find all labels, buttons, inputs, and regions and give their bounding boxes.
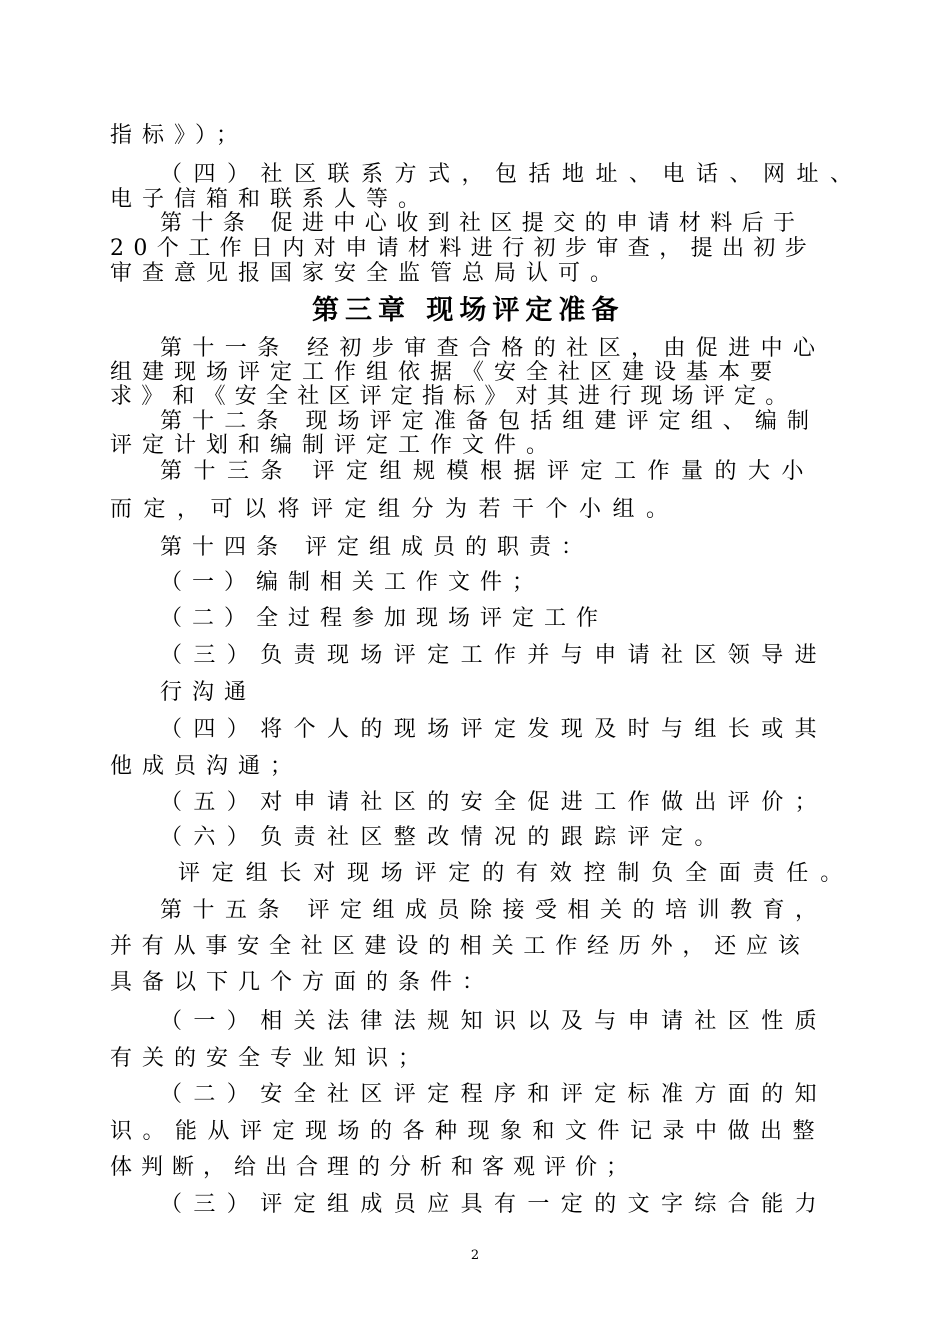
chapter-heading: 第三章 现场评定准备	[312, 295, 625, 326]
text-line: 20个工作日内对申请材料进行初步审查，提出初步	[110, 236, 817, 261]
text-line: 第十一条 经初步审查合格的社区，由促进中心	[160, 336, 826, 361]
text-line: 求》和《安全社区评定指标》对其进行现场评定。	[110, 384, 797, 409]
text-line: 电子信箱和联系人等。	[110, 187, 431, 212]
text-line: （三）评定组成员应具有一定的文字综合能力	[160, 1192, 829, 1217]
text-line: （一）编制相关工作文件；	[160, 570, 545, 595]
text-line: （四）社区联系方式，包括地址、电话、网址、	[160, 162, 864, 187]
text-line: 他成员沟通；	[110, 754, 303, 779]
text-line: 指标》）；	[110, 123, 249, 148]
text-line: （二）安全社区评定程序和评定标准方面的知	[160, 1082, 829, 1107]
text-line: （五）对申请社区的安全促进工作做出评价；	[160, 790, 829, 815]
text-line: 而定，可以将评定组分为若干个小组。	[110, 497, 680, 522]
text-line: （二）全过程参加现场评定工作	[160, 606, 609, 631]
text-line: （三）负责现场评定工作并与申请社区领导进	[160, 643, 829, 668]
text-line: 第十五条 评定组成员除接受相关的培训教育，	[160, 898, 828, 923]
page-number: 2	[470, 1248, 480, 1263]
text-line: 组建现场评定工作组依据《安全社区建设基本要	[110, 360, 783, 385]
text-line: 并有从事安全社区建设的相关工作经历外，还应该	[110, 934, 810, 959]
text-line: 第十条 促进中心收到社区提交的申请材料后于	[160, 211, 805, 236]
text-line: 审查意见报国家安全监管总局认可。	[110, 261, 623, 286]
text-line: 第十三条 评定组规模根据评定工作量的大小	[160, 459, 815, 484]
text-line: 评定计划和编制评定工作文件。	[110, 433, 559, 458]
text-line: 第十四条 评定组成员的职责：	[160, 535, 593, 560]
text-line: 有关的安全专业知识；	[110, 1046, 431, 1071]
text-line: （一）相关法律法规知识以及与申请社区性质	[160, 1009, 829, 1034]
text-line: （四）将个人的现场评定发现及时与组长或其	[160, 717, 829, 742]
text-line: 第十二条 现场评定准备包括组建评定组、编制	[160, 409, 820, 434]
text-line: 行沟通	[160, 680, 257, 705]
text-line: 识。能从评定现场的各种现象和文件记录中做出整	[110, 1119, 826, 1144]
text-line: 具备以下几个方面的条件：	[110, 970, 495, 995]
text-line: （六）负责社区整改情况的跟踪评定。	[160, 825, 728, 850]
text-line: 体判断，给出合理的分析和客观评价；	[110, 1155, 638, 1180]
text-line: 评定组长对现场评定的有效控制负全面责任。	[178, 861, 855, 886]
